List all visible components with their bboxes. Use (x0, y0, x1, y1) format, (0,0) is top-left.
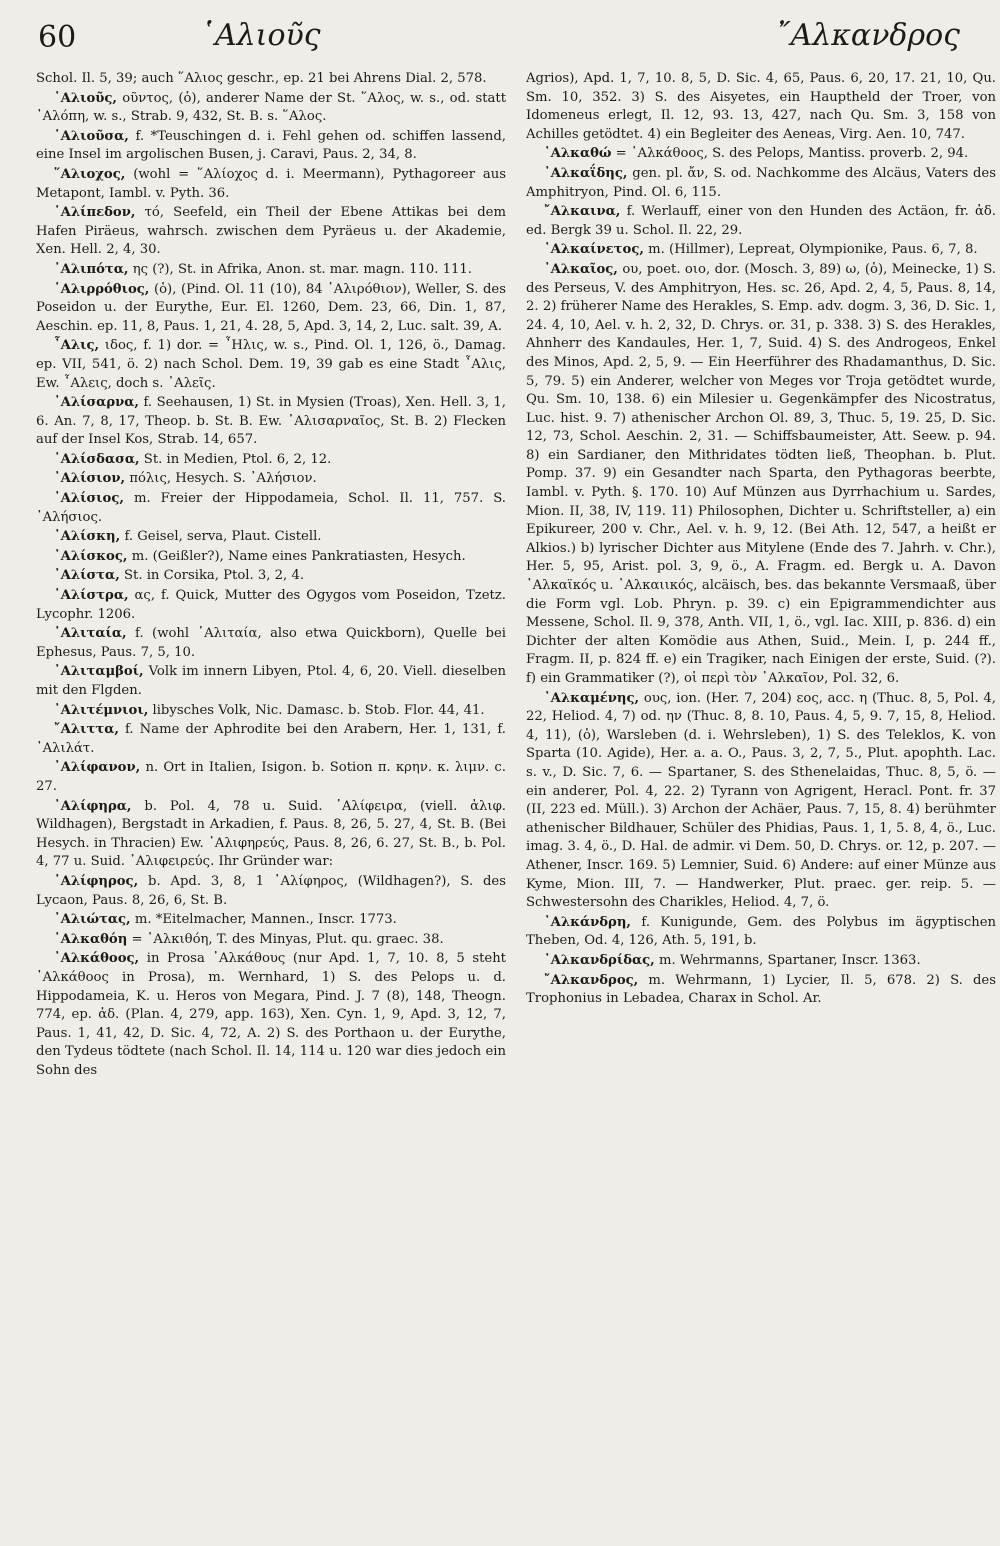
entry-text: ης (?), St. in Afrika, Anon. st. mar. magn. 110. 111. (132, 261, 472, 277)
entry-headword: ᾽Αλίφανον, (54, 760, 141, 776)
left-column (36, 70, 506, 1530)
dictionary-entry (526, 145, 996, 164)
entry-headword: ᾽Αλκαμένης, (544, 690, 640, 706)
entry-headword: ᾽Αλκάθοος, (54, 951, 140, 967)
entry-text: f. Geisel, serva, Plaut. Cistell. (124, 529, 322, 545)
dictionary-entry (36, 548, 506, 567)
right-column (526, 70, 996, 1530)
entry-text: ας, f. Quick, Mutter des Ogygos vom Poseidon, Tzetz. Lycophr. 1206. (36, 588, 506, 622)
entry-text: St. in Corsika, Ptol. 3, 2, 4. (124, 568, 305, 584)
entry-headword: ᾽Αλίσιος, (54, 491, 124, 507)
entry-text: τό, Seefeld, ein Theil der Ebene Attikas bei dem Hafen Piräeus, wahrsch. zwischen dem Pyräeus u. der Akademie, Xen. Hell. 2, 4, 30. (36, 205, 506, 258)
entry-headword: ῾Αλιοῦς, (54, 90, 118, 106)
entry-headword: ᾽Αλίσκη, (54, 529, 121, 545)
entry-headword: ᾽Αλίσαρνα, (54, 395, 139, 411)
dictionary-entry (36, 394, 506, 450)
entry-headword: ᾽Αλίστα, (54, 568, 120, 584)
entry-headword: ῎Αλκανδρος, (544, 972, 639, 988)
dictionary-entry (36, 337, 506, 393)
entry-text: f. Name der Aphrodite bei den Arabern, Her. 1, 131, f. ᾽Αλιλάτ. (36, 722, 506, 756)
entry-headword: ᾽Αλκάνδρη, (544, 914, 632, 930)
entry-text: ιδος, f. 1) dor. = ῏Ηλις, w. s., Pind. Ol. 1, 126, ö., Damag. ep. VII, 541, ö. 2) nach Schol. Dem. 19, 39 gab es eine Stadt ῏Αλις, Ew. ῏Αλεις, doch s. ᾽Αλεῖς. (36, 338, 506, 391)
entry-text: St. in Medien, Ptol. 6, 2, 12. (143, 451, 332, 467)
entry-headword: ῾Αλιοῦσα, (54, 128, 129, 144)
dictionary-entry (36, 90, 506, 127)
entry-text: m. *Eitelmacher, Mannen., Inscr. 1773. (134, 912, 397, 928)
dictionary-entry (36, 128, 506, 165)
entry-text: ους, ion. (Her. 7, 204) εος, acc. η (Thuc. 8, 5, Pol. 4, 22, Heliod. 4, 7) od. ην (Thuc. 8, 8. 10, Paus. 4, 5, 9. 7, 15, 8, Heliod. 4, 11), (ὁ), Warsleben (d. i. Wehrsleben), 1) S. des Teleklos, K. von Sparta (10. Agide), Her. a. a. O., Paus. 3, 2, 7, 5., Plut. apophth. Lac. s. v., D. Sic. 7, 6. — Spartaner, S. des Sthenelaidas, Thuc. 8, 5, ö. — ein anderer, Pol. 4, 22. 2) Tyrann von Agrigent, Heracl. Pont. fr. 37 (II, 223 ed. Müll.). 3) Archon der Achäer, Paus. 7, 15, 8. 4) berühmter athenischer Bildhauer, Schüler des Phidias, Paus. 1, 1, 5. 8, 4, ö., Luc. imag. 3. 4, ö., D. Hal. de admir. vi Dem. 50, D. Chrys. or. 12, p. 207. — Athener, Inscr. 169. 5) Lemnier, Suid. 6) Andere: auf einer Münze aus Kyme, Mion. III, 7. — Handwerker, Plut. praec. ger. reip. 5. — Schwestersohn des Charikles, Heliod. 4, 7, ö. (526, 690, 996, 911)
dictionary-entry (36, 166, 506, 203)
dictionary-entry (36, 528, 506, 547)
dictionary-entry (36, 204, 506, 260)
entry-headword: ᾽Αλκαΐδης, (544, 165, 628, 181)
entry-text: Schol. Il. 5, 39; auch ῞Αλιος geschr., ep. 21 bei Ahrens Dial. 2, 578. (36, 71, 487, 86)
entry-text: m. (Hillmer), Lepreat, Olympionike, Paus. 6, 7, 8. (648, 242, 978, 258)
entry-text: Agrios), Apd. 1, 7, 10. 8, 5, D. Sic. 4, 65, Paus. 6, 20, 17. 21, 10, Qu. Sm. 10, 352. 3) S. des Aisyetes, ein Hauptheld der Troer, von Idomeneus erlegt, Il. 12, 93. 13, 427, nach Qu. Sm. 3, 158 von Achilles getödtet. 4) ein Begleiter des Aeneas, Virg. Aen. 10, 747. (526, 71, 996, 142)
page-header (0, 0, 1000, 60)
header-first-entry: ῾Αλιοῦς (200, 18, 321, 53)
dictionary-entry (526, 165, 996, 202)
entry-text: f. Kunigunde, Gem. des Polybus im ägyptischen Theben, Od. 4, 126, Ath. 5, 191, b. (526, 914, 996, 949)
dictionary-entry (36, 70, 506, 89)
entry-text: f. *Teuschingen d. i. Fehl gehen od. schiffen lassend, eine Insel im argolischen Busen, j. Caravi, Paus. 2, 34, 8. (36, 128, 506, 163)
dictionary-entry (36, 950, 506, 1080)
entry-headword: ᾽Αλίσιον, (54, 471, 126, 487)
dictionary-entry (36, 759, 506, 796)
entry-text: f. (wohl ᾽Αλιταία, also etwa Quickborn), Quelle bei Ephesus, Paus. 7, 5, 10. (36, 626, 506, 660)
dictionary-entry (36, 721, 506, 758)
entry-headword: ᾽Αλίφηρος, (54, 873, 139, 889)
entry-text: f. Seehausen, 1) St. in Mysien (Troas), Xen. Hell. 3, 1, 6. An. 7, 8, 17, Theop. b. St. B. Ew. ᾽Αλισαρναῖος, St. B. 2) Flecken auf der Insel Kos, Strab. 14, 657. (36, 395, 506, 448)
entry-headword: ᾽Αλιπότα, (54, 261, 129, 277)
dictionary-entry (526, 241, 996, 260)
entry-headword: ᾽Αλίστρα, (54, 588, 129, 604)
entry-headword: ᾽Αλίσκος, (54, 548, 128, 564)
entry-headword: ᾽Αλκανδρίδας, (544, 952, 655, 968)
dictionary-entry (526, 203, 996, 240)
dictionary-entry (36, 625, 506, 662)
dictionary-entry (36, 931, 506, 950)
entry-headword: ῞Αλιοχος, (54, 166, 126, 182)
entry-text: πόλις, Hesych. S. ᾽Αλήσιον. (129, 471, 317, 487)
entry-text: gen. pl. ἄν, S. od. Nachkomme des Alcäus, Vaters des Amphitryon, Pind. Ol. 6, 115. (526, 165, 996, 200)
entry-text: b. Pol. 4, 78 u. Suid. ᾽Αλίφειρα, (viell. ἀλιφ. Wildhagen), Bergstadt in Arkadien, f. Paus. 8, 26, 5. 27, 4, St. B. (Bei Hesych. in Thracien) Ew. ᾽Αλιφηρεύς, Paus. 8, 26, 6. 27, St. B., b. Pol. 4, 77 u. Suid. ᾽Αλιφειρεύς. Ihr Gründer war: (36, 798, 506, 870)
entry-headword: ᾽Αλιταμβοί, (54, 664, 144, 680)
entry-text: libysches Volk, Nic. Damasc. b. Stob. Flor. 44, 41. (152, 702, 485, 718)
entry-headword: ᾽Αλίφηρα, (54, 798, 132, 814)
dictionary-entry (526, 972, 996, 1009)
header-last-entry: ῎Αλκανδρος (775, 18, 960, 53)
entry-headword: ῾Αλίπεδον, (54, 205, 136, 221)
entry-headword: ῎Αλκαινα, (544, 204, 621, 220)
entry-headword: ῾Αλιρρόθιος, (54, 281, 150, 297)
entry-headword: ᾽Αλιτέμνιοι, (54, 702, 149, 718)
entry-text: f. Werlauff, einer von den Hunden des Actäon, fr. ἀδ. ed. Bergk 39 u. Schol. Il. 22, 29. (526, 204, 996, 238)
entry-headword: ᾽Αλκαίνετος, (544, 242, 644, 258)
dictionary-entry (526, 261, 996, 689)
entry-text: οῦντος, (ὁ), anderer Name der St. ῞Αλος, w. s., od. statt ᾽Αλόπη, w. s., Strab. 9, 432, St. B. s. ῞Αλος. (36, 90, 506, 125)
entry-text: (ὁ), (Pind. Ol. 11 (10), 84 ῾Αλιρόθιον), Weller, S. des Poseidon u. der Eurythe, Eur. El. 1260, Dem. 23, 66, Din. 1, 87, Aeschin. ep. 11, 8, Paus. 1, 21, 4. 28, 5, Apd. 3, 14, 2, Luc. salt. 39, A. (36, 281, 506, 334)
entry-headword: ᾽Αλιταία, (54, 626, 127, 642)
dictionary-entry (36, 587, 506, 624)
entry-text: ου, poet. οιο, dor. (Mosch. 3, 89) ω, (ὁ), Meinecke, 1) S. des Perseus, V. des Amphitryon, Hes. sc. 26, Apd. 2, 4, 5, Paus. 8, 14, 2. 2) früherer Name des Herakles, S. Emp. adv. dogm. 3, 36, D. Sic. 1, 24. 4, 10, Ael. v. h. 2, 32, D. Chrys. or. 31, p. 338. 3) S. des Herakles, Ahnherr des Kandaules, Her. 1, 7, Suid. 4) S. des Androgeos, Enkel des Minos, Apd. 2, 5, 9. — Ein Heerführer des Rhadamanthus, D. Sic. 5, 79. 5) ein Anderer, welcher von Meges vor Troja getödtet wurde, Qu. Sm. 10, 138. 6) ein Milesier u. Gegenkämpfer des Nicostratus, Luc. hist. 9. 7) athenischer Archon Ol. 89, 3, Thuc. 5, 19. 25, D. Sic. 12, 73, Schol. Aeschin. 2, 31. — Schiffsbaumeister, Att. Seew. p. 94. 8) ein Sardianer, den Mithridates tödten ließ, Theophan. b. Plut. Pomp. 37. 9) ein Gesandter nach Sparta, den Pythagoras beerbte, Iambl. v. Pyth. §. 170. 10) Auf Münzen aus Dyrrhachium u. Sardes, Mion. II, 38, IV, 119. 11) Philosophen, Dichter u. Schriftsteller, a) ein Epikureer, 200 v. Chr., Ael. v. h. 9, 12. (Bei Ath. 12, 547, a heißt er Alkios.) b) lyrischer Dichter aus Mitylene (Ende des 7. Jahrh. v. Chr.), Her. 5, 95, Arist. pol. 3, 9, ö., A. Fragm. ed. Bergk u. A. Davon ᾽Αλκαϊκός u. ᾽Αλκαιικός, alcäisch, bes. das bekannte Versmaaß, über die Form vgl. Lob. Phryn. p. 39. c) ein Epigrammendichter aus Messene, Schol. Il. 9, 378, Anth. VII, 1, ö., vgl. Iac. XIII, p. 836. d) ein Dichter der alten Komödie aus Athen, Suid., Mein. I, p. 244 ff., Fragm. II, p. 824 ff. e) ein Tragiker, nach Einigen der erste, Suid. (?). f) ein Grammatiker (?), οἱ περὶ τὸν ᾽Αλκαῖον, Pol. 32, 6. (526, 261, 996, 686)
entry-headword: ᾽Αλιώτας, (54, 912, 131, 928)
entry-text: in Prosa ᾽Αλκάθους (nur Apd. 1, 7, 10. 8, 5 steht ᾽Αλκάθοος in Prosa), m. Wernhard, 1) S. des Pelops u. d. Hippodameia, K. u. Heros von Megara, Pind. J. 7 (8), 148, Theogn. 774, ep. ἀδ. (Plan. 4, 279, app. 163), Xen. Cyn. 1, 9, Apd. 3, 12, 7, Paus. 1, 41, 42, D. Sic. 4, 72, A. 2) S. des Porthaon u. der Eurythe, den Tydeus tödtete (nach Schol. Il. 14, 114 u. 120 war dies jedoch ein Sohn des (36, 951, 506, 1078)
dictionary-entry (36, 281, 506, 337)
entry-headword: ῏Αλις, (54, 338, 100, 354)
dictionary-entry (36, 663, 506, 700)
entry-text: m. Freier der Hippodameia, Schol. Il. 11, 757. S. ᾽Αλήσιος. (36, 491, 506, 525)
dictionary-entry (36, 873, 506, 910)
entry-headword: ᾽Αλίσδασα, (54, 451, 140, 467)
entry-text: m. (Geißler?), Name eines Pankratiasten, Hesych. (131, 548, 466, 564)
dictionary-entry (36, 490, 506, 527)
entry-text: (wohl = ῞Αλίοχος d. i. Meermann), Pythagoreer aus Metapont, Iambl. v. Pyth. 36. (36, 166, 506, 201)
entry-text: = ᾽Αλκιθόη, T. des Minyas, Plut. qu. graec. 38. (131, 931, 444, 947)
entry-text: b. Apd. 3, 8, 1 ᾽Αλίφηρος, (Wildhagen?), S. des Lycaon, Paus. 8, 26, 6, St. B. (36, 873, 506, 908)
page-number: 60 (38, 20, 77, 55)
dictionary-entry (526, 914, 996, 951)
dictionary-entry (526, 690, 996, 913)
entry-text: m. Wehrmanns, Spartaner, Inscr. 1363. (658, 952, 921, 968)
dictionary-entry (36, 798, 506, 872)
dictionary-entry (526, 952, 996, 971)
dictionary-entry (36, 567, 506, 586)
dictionary-entry (526, 70, 996, 144)
entry-text: m. Wehrmann, 1) Lycier, Il. 5, 678. 2) S. des Trophonius in Lebadea, Charax in Schol. Ar. (526, 972, 996, 1007)
entry-text: n. Ort in Italien, Isigon. b. Sotion π. κρην. κ. λιμν. c. 27. (36, 760, 506, 794)
dictionary-entry (36, 470, 506, 489)
entry-text: Volk im innern Libyen, Ptol. 4, 6, 20. Viell. dieselben mit den Flgden. (36, 664, 506, 698)
entry-headword: ᾽Αλκαθώ (544, 146, 612, 162)
entry-headword: ᾽Αλκαθόη (54, 931, 128, 947)
dictionary-entry (36, 451, 506, 470)
dictionary-entry (36, 702, 506, 721)
entry-text: = ᾽Αλκάθοος, S. des Pelops, Mantiss. proverb. 2, 94. (615, 146, 969, 162)
dictionary-entry (36, 911, 506, 930)
entry-headword: ῎Αλιττα, (54, 722, 119, 738)
dictionary-entry (36, 261, 506, 280)
entry-headword: ᾽Αλκαῖος, (544, 261, 618, 277)
